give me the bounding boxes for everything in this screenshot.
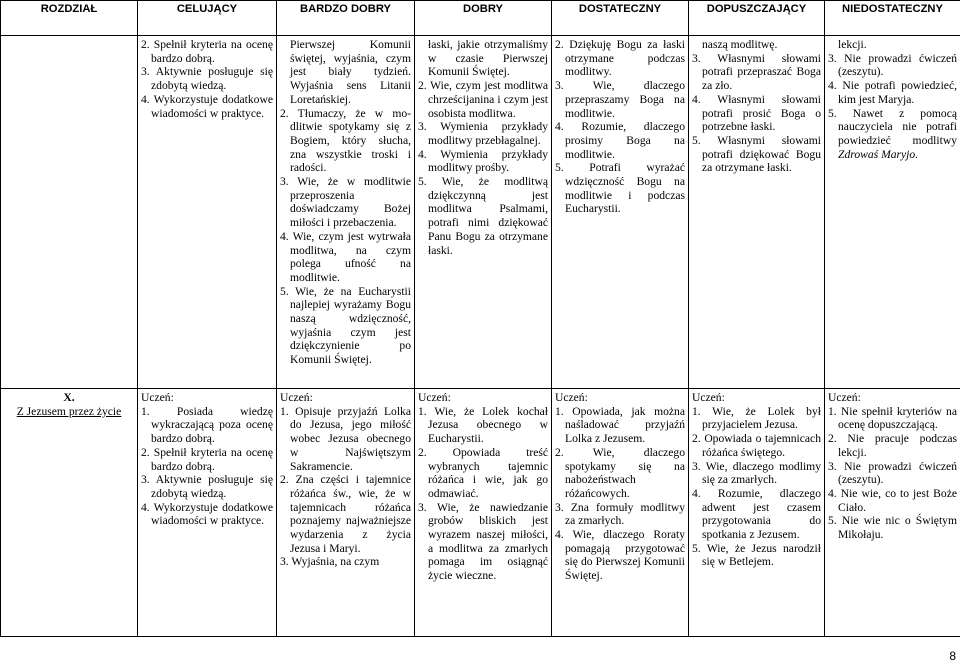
- list-item: 3. Własnymi słowami potrafi przepraszać Boga za zło.: [692, 51, 821, 93]
- list-item: 5. Potrafi wyrażać wdzięczność Bogu na modlitwie i podczas Eucharystii.: [555, 161, 685, 216]
- cell-lead-text: lekcji.: [838, 38, 867, 51]
- list-item: 2. Opowiada o tajemnicach różańca świętego.: [692, 432, 821, 459]
- list-item: 4. Wie, dlaczego Roraty pomagają przygotować się do Pierwszej Komunii Świętej.: [555, 528, 685, 583]
- cell-lead-text: Pierwszej Komunii świętej, wyjaśnia, czym jest biały tydzień. Wyjaśnia sens Litanii Loretańskiej.: [290, 38, 411, 106]
- list-item: 3. Nie prowadzi ćwiczeń (zeszytu).: [828, 459, 957, 487]
- list-item: 2. Spełnił kryteria na ocenę bardzo dobrą.: [141, 445, 273, 473]
- header-dopuszczajacy: DOPUSZCZAJĄCY: [689, 1, 825, 36]
- grade-cell-niedostateczny: [825, 389, 960, 637]
- page-number: 8: [949, 649, 956, 664]
- list-item: 5. Wie, że modlitwą dziękczynną jest modlitwa Psalmami, potrafi nimi dziękować Panu Bogu za otrzymane łaski.: [418, 175, 548, 257]
- list-item: 3. Wie, że w modlitwie przeproszenia doświadczamy Bożej miłości i przebaczenia.: [280, 175, 411, 230]
- list-item: 1. Opowiada, jak można naśladować przyjaźń Lolka z Jezusem.: [555, 404, 685, 446]
- list-item: 1. Nie spełnił kryteriów na ocenę dopuszczającą.: [828, 404, 957, 432]
- topic-cell: [1, 36, 138, 389]
- list-item: 3. Wymienia przykłady modlitwy przebłagalnej.: [418, 120, 548, 147]
- grade-cell-celujacy: [138, 389, 277, 637]
- list-item: 3. Aktywnie posługuje się zdobytą wiedzą.: [141, 65, 273, 93]
- list-item: 2. Zna części i tajemnice różańca św., wie, że w tajemnicach różańca poznajemy najważniejsze wydarzenia z życia Jezusa i Maryi.: [280, 473, 411, 555]
- list-item: 3. Wie, dlaczego przepraszamy Boga na modlitwie.: [555, 79, 685, 120]
- list-item: 3. Nie prowadzi ćwiczeń (zeszytu).: [828, 51, 957, 79]
- list-item: 5. Własnymi słowami potrafi dziękować Bogu za otrzymane łaski.: [692, 133, 821, 175]
- list-item: 1. Wie, że Lolek kochał Jezusa obecnego w Eucharystii.: [418, 404, 548, 446]
- table-row: [1, 389, 960, 637]
- grade-cell-niedostateczny: [825, 36, 960, 389]
- header-dobry: DOBRY: [415, 1, 552, 36]
- grade-cell-dopuszczajacy: [689, 389, 825, 637]
- grade-cell-dopuszczajacy: [689, 36, 825, 389]
- grade-cell-dostateczny: [552, 36, 689, 389]
- cell-label: Uczeń:: [280, 391, 313, 404]
- list-item: 4. Wykorzystuje dodatkowe wiadomości w praktyce.: [141, 92, 273, 120]
- prayer-name: Zdrowaś Maryjo.: [838, 147, 919, 161]
- list-item: 4. Rozumie, dlaczego prosimy Boga na modlitwie.: [555, 120, 685, 161]
- list-item: 2. Wie, dlaczego spotykamy się na nabożeństwach różańcowych.: [555, 445, 685, 500]
- cell-label: Uczeń:: [828, 391, 861, 404]
- list-item: 3. Wie, że nawiedzanie grobów bliskich jest wyrazem naszej miłości, a modlitwa za zmarłych pomaga im osiągnąć życie wieczne.: [418, 500, 548, 583]
- table-row: [1, 36, 960, 389]
- list-item: 3. Wie, dlaczego modlimy się za zmarłych.: [692, 459, 821, 487]
- grade-cell-bardzo-dobry: [277, 36, 415, 389]
- list-item: 4. Wie, czym jest wytrwała modlitwa, na czym polega ufność na modlitwie.: [280, 229, 411, 284]
- cell-lead-text: naszą modlitwę.: [702, 38, 778, 51]
- list-item: 4. Nie potrafi powiedzieć, kim jest Maryja.: [828, 79, 957, 106]
- grade-cell-dobry: [415, 36, 552, 389]
- cell-lead-text: łaski, jakie otrzymaliśmy w czasie Pierwszej Komunii Świętej.: [428, 38, 548, 79]
- grade-cell-celujacy: [138, 36, 277, 389]
- list-item: 3. Aktywnie posługuje się zdobytą wiedzą.: [141, 473, 273, 500]
- grade-cell-dobry: [415, 389, 552, 637]
- header-bardzo-dobry: BARDZO DOBRY: [277, 1, 415, 36]
- header-niedostateczny: NIEDOSTATECZNY: [825, 1, 960, 36]
- list-item: 4. Nie wie, co to jest Boże Ciało.: [828, 486, 957, 514]
- list-item: 4. Wymienia przykłady modlitwy prośby.: [418, 147, 548, 175]
- list-item: 2. Spełnił kryteria na ocenę bardzo dobrą.: [141, 38, 273, 65]
- topic-cell: [1, 389, 138, 637]
- header-celujacy: CELUJĄCY: [138, 1, 277, 36]
- grade-cell-dostateczny: [552, 389, 689, 637]
- list-item: 4. Wykorzystuje dodatkowe wiadomości w praktyce.: [141, 500, 273, 528]
- list-item: 2. Tłumaczy, że w mo-dlitwie spotykamy się z Bogiem, który słucha, zna wszystkie troski i radości.: [280, 106, 411, 175]
- topic-number: X.: [63, 391, 75, 404]
- topic-title: Z Jezusem przez życie: [16, 404, 122, 418]
- list-item: 4. Własnymi słowami potrafi prosić Boga o potrzebne łaski.: [692, 92, 821, 134]
- header-chapter: ROZDZIAŁ: [1, 1, 138, 36]
- grade-cell-bardzo-dobry: [277, 389, 415, 637]
- list-item: 5. Nie wie nic o Świętym Mikołaju.: [828, 514, 957, 542]
- cell-label: Uczeń:: [692, 391, 725, 404]
- list-item: 4. Rozumie, dlaczego adwent jest czasem przygotowania do spotkania z Jezusem.: [692, 486, 821, 542]
- list-item: 2. Wie, czym jest modlitwa chrześcijanina i czym jest osobista modlitwa.: [418, 79, 548, 120]
- list-item: 2. Dziękuję Bogu za łaski otrzymane podczas modlitwy.: [555, 38, 685, 79]
- cell-label: Uczeń:: [555, 391, 588, 404]
- list-item: 3. Wyjaśnia, na czym: [280, 555, 380, 569]
- list-item: 2. Opowiada treść wybranych tajemnic różańca i wie, jak go odmawiać.: [418, 445, 548, 500]
- list-item: 2. Nie pracuje podczas lekcji.: [828, 432, 957, 459]
- list-item: 1. Posiada wiedzę wykraczającą poza ocenę bardzo dobrą.: [141, 404, 273, 446]
- cell-label: Uczeń:: [141, 391, 174, 404]
- list-item: 5. Nawet z pomocą nauczyciela nie potrafi powiedzieć modlitwy Zdrowaś Maryjo.: [828, 106, 957, 161]
- list-item: 5. Wie, że na Eucharystii najlepiej wyrażamy Bogu naszą wdzięczność, wyjaśnia czym jest dziękczynienie po Komunii Świętej.: [280, 284, 411, 367]
- list-item: 5. Wie, że Jezus narodził się w Betlejem.: [692, 541, 821, 569]
- header-row: [1, 1, 960, 36]
- header-dostateczny: DOSTATECZNY: [552, 1, 689, 36]
- list-item: 3. Zna formuły modlitwy za zmarłych.: [555, 500, 685, 528]
- list-item: 1. Wie, że Lolek był przyjacielem Jezusa.: [692, 404, 821, 432]
- cell-label: Uczeń:: [418, 391, 451, 404]
- list-item: 1. Opisuje przyjaźń Lolka do Jezusa, jego miłość wobec Jezusa obecnego w Najświętszym Sakramencie.: [280, 404, 411, 473]
